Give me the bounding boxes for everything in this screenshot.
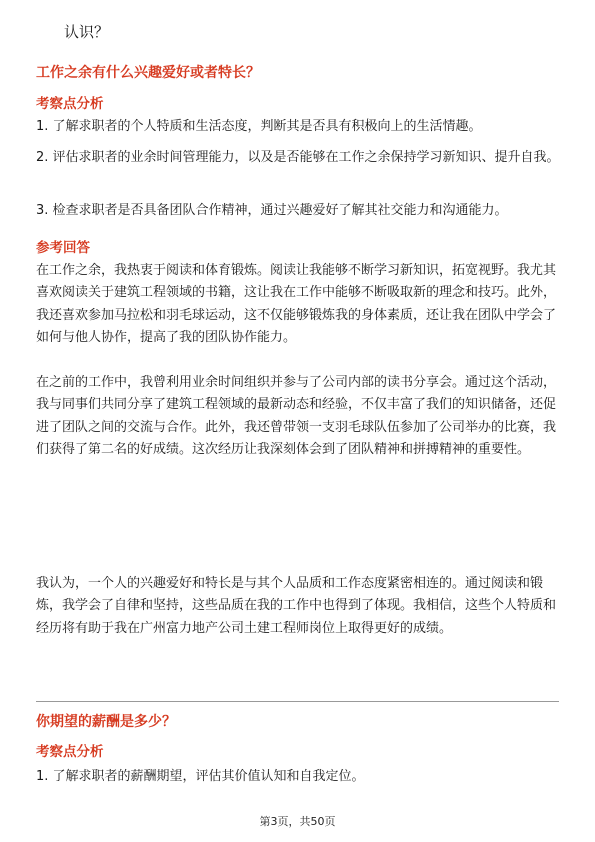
- answer-paragraph: 我认为，一个人的兴趣爱好和特长是与其个人品质和工作态度紧密相连的。通过阅读和锻炼，我学会了自律和坚持，这些品质在我的工作中也得到了体现。我相信，这些个人特质和经历将有助于我在广州富力地产公司土建工程师岗位上取得更好的成绩。: [36, 576, 557, 636]
- analysis-heading: 考察点分析: [36, 96, 104, 112]
- analysis-point: 2. 评估求职者的业余时间管理能力，以及是否能够在工作之余保持学习新知识、提升自我。: [36, 150, 560, 165]
- analysis-point: 1. 了解求职者的个人特质和生活态度，判断其是否具有积极向上的生活情趣。: [36, 119, 482, 134]
- analysis-point: 3. 检查求职者是否具备团队合作精神，通过兴趣爱好了解其社交能力和沟通能力。: [36, 203, 508, 218]
- section-divider: [36, 701, 559, 702]
- analysis-heading: 考察点分析: [36, 744, 104, 760]
- answer-paragraph: 在工作之余，我热衷于阅读和体育锻炼。阅读让我能够不断学习新知识，拓宽视野。我尤其喜欢阅读关于建筑工程领域的书籍，这让我在工作中能够不断吸取新的理念和技巧。此外，我还喜欢参加马拉松和羽毛球运动，这不仅能够锻炼我的身体素质，还让我在团队中学会了如何与他人协作，提高了我的团队协作能力。: [36, 263, 557, 345]
- answer-paragraph: 在之前的工作中，我曾利用业余时间组织并参与了公司内部的读书分享会。通过这个活动，我与同事们共同分享了建筑工程领域的最新动态和经验，不仅丰富了我们的知识储备，还促进了团队之间的交流与合作。此外，我还曾带领一支羽毛球队伍参加了公司举办的比赛，我们获得了第二名的好成绩。这次经历让我深刻体会到了团队精神和拼搏精神的重要性。: [36, 375, 557, 457]
- analysis-point: 1. 了解求职者的薪酬期望，评估其价值认知和自我定位。: [36, 769, 365, 784]
- previous-answer-fragment: 认识？: [64, 23, 110, 41]
- question-hobbies: 工作之余有什么兴趣爱好或者特长？: [36, 65, 260, 81]
- page-number: 第3页，共50页: [259, 815, 336, 828]
- answer-heading: 参考回答: [36, 240, 90, 256]
- question-salary: 你期望的薪酬是多少？: [36, 714, 176, 730]
